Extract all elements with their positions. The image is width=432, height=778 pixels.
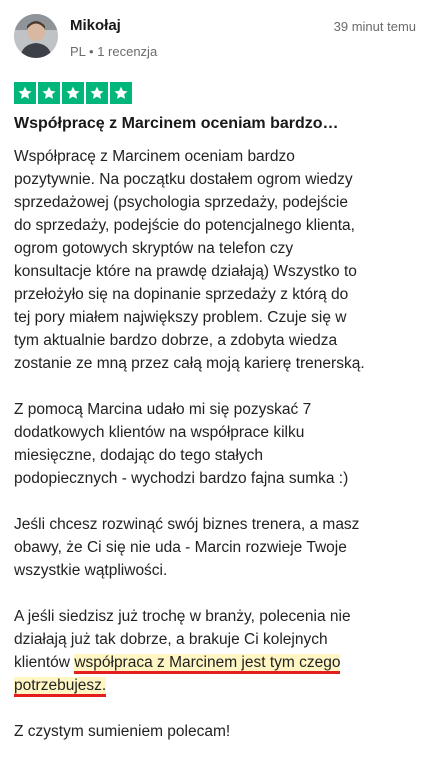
star-rating [14,82,132,104]
text-line: działają już tak dobrze, a brakuje Ci kolejnych [14,631,328,648]
text-line: podopiecznych - wychodzi bardzo fajna sumka :) [14,470,349,487]
text-line: Współpracę z Marcinem oceniam bardzo [14,148,295,165]
text-line: Z pomocą Marcina udało mi się pozyskać 7 [14,401,312,418]
review-paragraph [14,145,418,375]
author-avatar[interactable] [14,14,58,58]
review-title[interactable]: Współpracę z Marcinem oceniam bardzo… [14,115,339,132]
text-line: zostanie ze mną przez całą moją karierę trenerską. [14,355,365,372]
user-avatar-icon [14,14,58,58]
text-line: wszystkie wątpliwości. [14,562,168,579]
review-paragraph [14,605,418,697]
author-meta: PL • 1 recenzja [70,44,158,59]
review-paragraph [14,720,418,743]
text-line: ogrom gotowych skryptów na telefon czy [14,240,294,257]
text-fragment: klientów [14,654,75,671]
text-line [14,674,418,697]
text-line: sprzedażowej (psychologia sprzedaży, podejście [14,194,348,211]
star-icon [62,82,84,104]
text-line: tym aktualnie bardzo dobrze, a zdobyta wiedza [14,332,338,349]
review-timestamp: 39 minut temu [333,19,416,34]
text-line: konsultacje które na prawdę działają) Wszystko to [14,263,357,280]
text-line: miesięczne, dodając do tego stałych [14,447,264,464]
text-line: przełożyło się na dopinanie sprzedaży z którą do [14,286,349,303]
highlighted-text: współpraca z Marcinem jest tym czego [74,654,341,671]
highlighted-text: potrzebujesz. [14,677,107,694]
review-paragraph [14,398,418,490]
text-line [14,651,418,674]
star-icon [86,82,108,104]
text-line: Jeśli chcesz rozwinąć swój biznes trenera, a masz [14,516,360,533]
star-icon [38,82,60,104]
text-line: pozytywnie. Na początku dostałem ogrom wiedzy [14,171,353,188]
text-line: A jeśli siedzisz już trochę w branży, polecenia nie [14,608,351,625]
review-body [14,145,418,766]
text-line: tej pory miałem największy problem. Czuje się w [14,309,347,326]
review-paragraph [14,513,418,582]
text-line: do sprzedaży, podejście do potencjalnego klienta, [14,217,355,234]
star-icon [110,82,132,104]
text-line: Z czystym sumieniem polecam! [14,723,231,740]
author-name[interactable]: Mikołaj [70,17,121,34]
star-icon [14,82,36,104]
text-line: obawy, że Ci się nie uda - Marcin rozwieje Twoje [14,539,347,556]
text-line: dodatkowych klientów na współprace kilku [14,424,305,441]
